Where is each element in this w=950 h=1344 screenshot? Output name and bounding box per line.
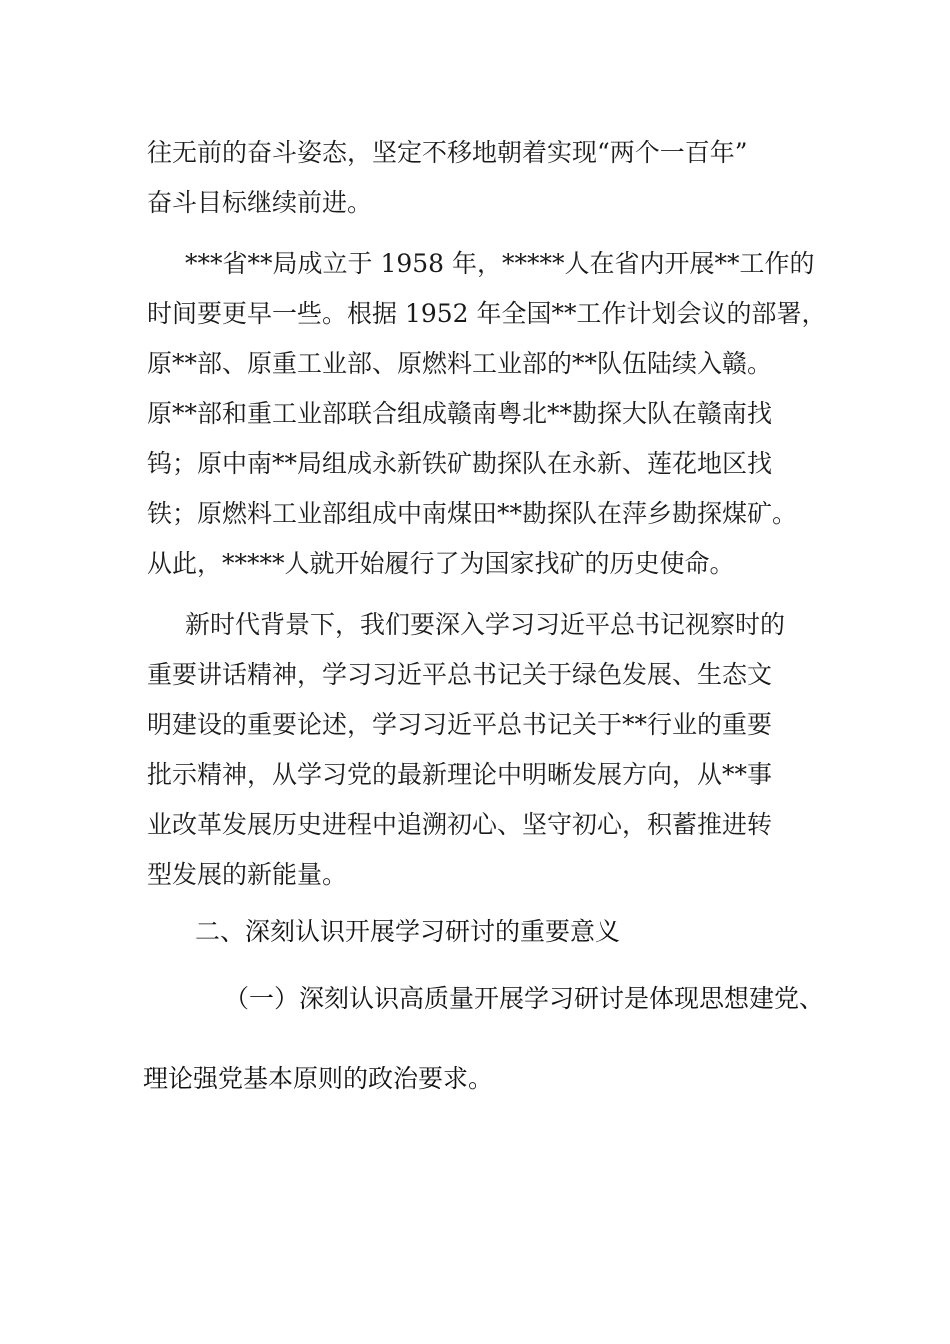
text-line: 重要讲话精神，学习习近平总书记关于绿色发展、生态文	[147, 660, 773, 689]
text-line: 明建设的重要论述，学习习近平总书记关于**行业的重要	[147, 710, 773, 739]
section-heading: 二、深刻认识开展学习研讨的重要意义	[195, 917, 621, 946]
text-line: 原**部和重工业部联合组成赣南粤北**勘探大队在赣南找	[147, 399, 773, 428]
text-line: 铁；原燃料工业部组成中南煤田**勘探队在萍乡勘探煤矿。	[147, 499, 798, 528]
text-line: 新时代背景下，我们要深入学习习近平总书记视察时的	[185, 610, 786, 639]
text-line: 从此，*****人就开始履行了为国家找矿的历史使命。	[147, 549, 735, 578]
subheading-line: （一）深刻认识高质量开展学习研讨是体现思想建党、	[224, 984, 825, 1013]
text-line: 批示精神，从学习党的最新理论中明晰发展方向，从**事	[147, 760, 773, 789]
text-line: 奋斗目标继续前进。	[147, 188, 373, 217]
text-line: 原**部、原重工业部、原燃料工业部的**队伍陆续入赣。	[147, 349, 773, 378]
text-line: 往无前的奋斗姿态，坚定不移地朝着实现“两个一百年”	[147, 138, 748, 167]
text-line: 业改革发展历史进程中追溯初心、坚守初心，积蓄推进转	[147, 810, 773, 839]
text-line: 钨；原中南**局组成永新铁矿勘探队在永新、莲花地区找	[147, 449, 773, 478]
text-line: 时间要更早一些。根据 1952 年全国**工作计划会议的部署，	[147, 299, 827, 328]
text-line: 型发展的新能量。	[147, 860, 348, 889]
subheading-line: 理论强党基本原则的政治要求。	[143, 1064, 494, 1093]
text-line: ***省**局成立于 1958 年，*****人在省内开展**工作的	[185, 249, 815, 278]
